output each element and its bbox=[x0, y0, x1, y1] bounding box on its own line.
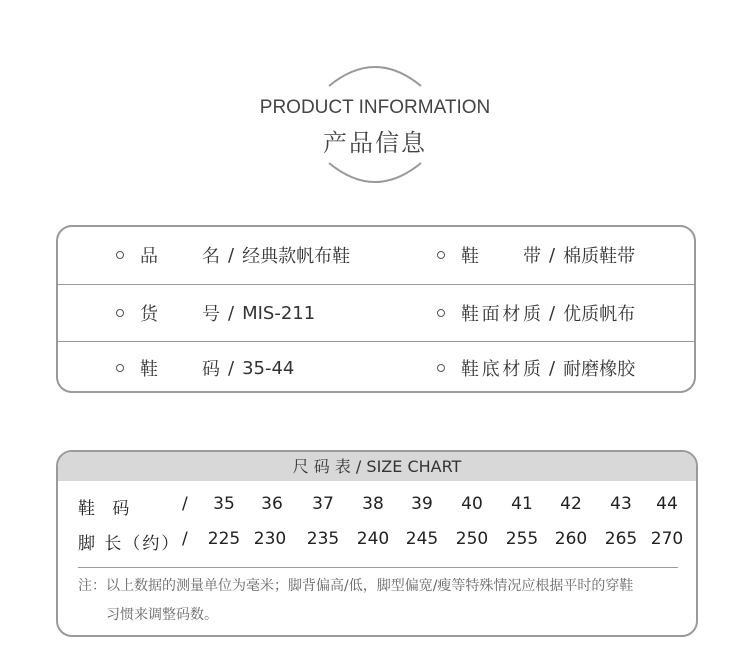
circle-bullet-icon bbox=[437, 309, 445, 317]
size-cell: 38 bbox=[362, 494, 384, 514]
info-item-upper-material bbox=[437, 285, 635, 341]
info-value: 优质帆布 bbox=[563, 304, 636, 325]
info-item-name bbox=[116, 227, 350, 283]
size-cell: 43 bbox=[610, 494, 632, 514]
circle-bullet-icon bbox=[437, 364, 445, 372]
length-cell: 250 bbox=[455, 529, 489, 549]
info-label: 鞋 带 bbox=[461, 246, 541, 267]
info-label: 货 号 bbox=[140, 304, 220, 325]
row-label: 脚 长（约） bbox=[78, 534, 181, 554]
length-cell: 245 bbox=[405, 529, 439, 549]
bottom-arc-decoration bbox=[325, 155, 425, 195]
divider bbox=[78, 567, 678, 568]
length-cell: 260 bbox=[554, 529, 588, 549]
circle-bullet-icon bbox=[116, 251, 124, 259]
circle-bullet-icon bbox=[116, 309, 124, 317]
size-cell: 42 bbox=[560, 494, 582, 514]
length-cell: 225 bbox=[207, 529, 241, 549]
info-row bbox=[58, 227, 694, 283]
note-line-1: 注：以上数据的测量单位为毫米；脚背偏高/低，脚型偏宽/瘦等特殊情况应根据平时的穿鞋 bbox=[78, 578, 634, 594]
length-cell: 240 bbox=[356, 529, 390, 549]
separator: / bbox=[549, 302, 556, 324]
size-cell: 41 bbox=[511, 494, 533, 514]
separator: / bbox=[228, 302, 235, 324]
length-cell: 230 bbox=[253, 529, 287, 549]
info-item-laces bbox=[437, 227, 635, 283]
separator: / bbox=[182, 494, 188, 514]
size-cell: 40 bbox=[461, 494, 483, 514]
separator: / bbox=[228, 357, 235, 379]
product-info-table bbox=[56, 225, 696, 393]
title-chinese: 产品信息 bbox=[323, 129, 427, 157]
info-label: 鞋 码 bbox=[140, 359, 220, 380]
row-label: 鞋 码 bbox=[78, 499, 136, 519]
size-note bbox=[78, 572, 690, 630]
size-row-shoe-size bbox=[58, 490, 696, 520]
separator: / bbox=[228, 244, 235, 266]
size-cell: 36 bbox=[261, 494, 283, 514]
length-cell: 270 bbox=[650, 529, 684, 549]
info-label: 鞋面材质 bbox=[461, 304, 541, 325]
separator: / bbox=[549, 244, 556, 266]
length-cell: 265 bbox=[604, 529, 638, 549]
length-cell: 255 bbox=[505, 529, 539, 549]
separator: / bbox=[182, 529, 188, 549]
separator: / bbox=[549, 357, 556, 379]
length-cell: 235 bbox=[306, 529, 340, 549]
circle-bullet-icon bbox=[437, 251, 445, 259]
info-label: 品 名 bbox=[140, 246, 220, 267]
info-value: 35-44 bbox=[242, 357, 295, 379]
circle-bullet-icon bbox=[116, 364, 124, 372]
info-row bbox=[58, 341, 694, 394]
info-item-sku bbox=[116, 285, 315, 341]
info-row bbox=[58, 284, 694, 341]
info-value: MIS-211 bbox=[242, 302, 316, 324]
size-chart-title: 尺 码 表 / SIZE CHART bbox=[58, 452, 696, 481]
info-item-sole-material bbox=[437, 342, 635, 394]
size-cell: 35 bbox=[213, 494, 235, 514]
top-arc-decoration bbox=[325, 60, 425, 100]
size-row-foot-length bbox=[58, 525, 696, 555]
info-value: 经典款帆布鞋 bbox=[242, 246, 351, 267]
size-cell: 37 bbox=[312, 494, 334, 514]
info-item-size-range bbox=[116, 342, 294, 394]
info-value: 耐磨橡胶 bbox=[563, 359, 636, 380]
info-value: 棉质鞋带 bbox=[563, 246, 636, 267]
size-cell: 39 bbox=[411, 494, 433, 514]
title-english: PRODUCT INFORMATION bbox=[259, 97, 491, 118]
section-title bbox=[0, 55, 750, 195]
size-cell: 44 bbox=[656, 494, 678, 514]
size-chart-table bbox=[56, 450, 698, 637]
note-line-2: 习惯来调整码数。 bbox=[106, 607, 218, 623]
info-label: 鞋底材质 bbox=[461, 359, 541, 380]
